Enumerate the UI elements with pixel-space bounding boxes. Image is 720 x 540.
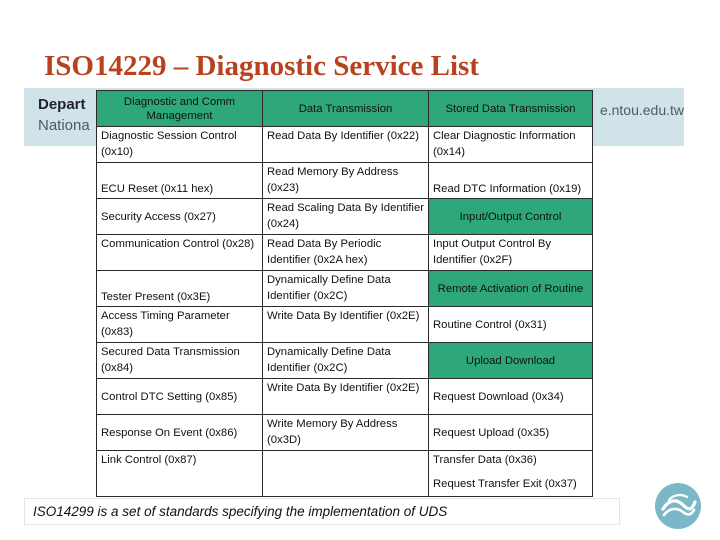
table-cell: Dynamically Define Data Identifier (0x2C) [263,271,429,307]
header-diag-comm: Diagnostic and Comm Management [97,91,263,127]
slide-title: ISO14229 – Diagnostic Service List [44,50,479,82]
website-text: e.ntou.edu.tw [599,102,684,118]
footer-note [24,498,620,525]
table-cell: Link Control (0x87) [97,451,263,497]
table-cell: Read Scaling Data By Identifier (0x24) [263,199,429,235]
group-input-output-control: Input/Output Control [429,199,593,235]
request-transfer-exit-text: Request Transfer Exit (0x37) [433,478,577,490]
group-upload-download: Upload Download [429,343,593,379]
university-text: Nationa [38,117,90,134]
table-cell: Write Data By Identifier (0x2E) [263,379,429,415]
table-cell: Input Output Control By Identifier (0x2F) [429,235,593,271]
header-data-transmission: Data Transmission [263,91,429,127]
table-cell-transfer [429,451,593,497]
table-cell: Request Download (0x34) [429,379,593,415]
table-cell: Diagnostic Session Control (0x10) [97,127,263,163]
table-cell: Tester Present (0x3E) [97,271,263,307]
transfer-data-text: Transfer Data (0x36) [433,454,537,466]
table-cell: Secured Data Transmission (0x84) [97,343,263,379]
table-cell: Clear Diagnostic Information (0x14) [429,127,593,163]
table-cell: Read DTC Information (0x19) [429,163,593,199]
table-cell: Routine Control (0x31) [429,307,593,343]
footer-text: ISO14299 is a set of standards specifying the implementation of UDS [33,504,448,519]
department-text: Depart [38,96,86,113]
table-cell: Read Data By Periodic Identifier (0x2A hex) [263,235,429,271]
header-stored-data: Stored Data Transmission [429,91,593,127]
table-cell: Read Memory By Address (0x23) [263,163,429,199]
table-cell: ECU Reset (0x11 hex) [97,163,263,199]
table-cell: Security Access (0x27) [97,199,263,235]
table-cell: Response On Event (0x86) [97,415,263,451]
table-cell: Access Timing Parameter (0x83) [97,307,263,343]
table-cell: Control DTC Setting (0x85) [97,379,263,415]
table-cell: Write Memory By Address (0x3D) [263,415,429,451]
table-cell: Dynamically Define Data Identifier (0x2C) [263,343,429,379]
wave-logo-icon [654,482,702,530]
table-cell: Read Data By Identifier (0x22) [263,127,429,163]
service-table [96,90,592,496]
table-cell: Request Upload (0x35) [429,415,593,451]
group-remote-activation: Remote Activation of Routine [429,271,593,307]
table-cell: Write Data By Identifier (0x2E) [263,307,429,343]
table-cell: Communication Control (0x28) [97,235,263,271]
table-cell-empty [263,451,429,497]
